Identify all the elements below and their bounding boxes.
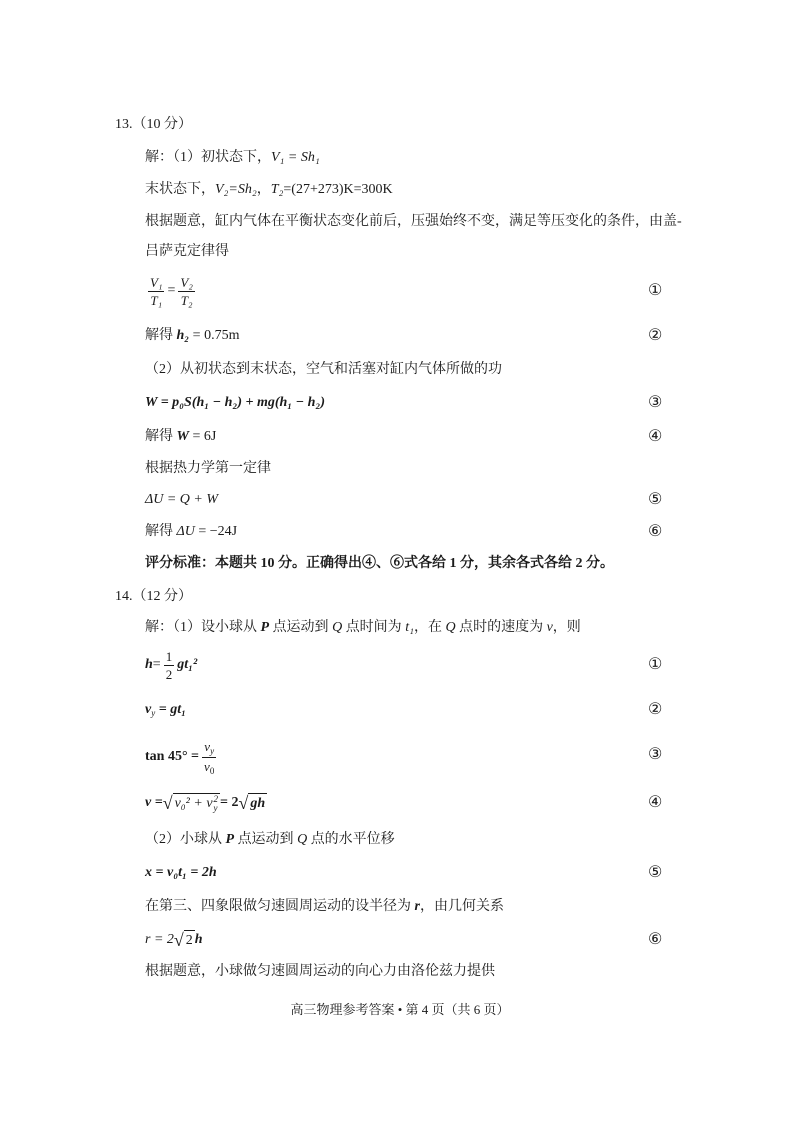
formula-term: = gt₁ (155, 702, 186, 717)
denominator: 2 (165, 666, 173, 682)
equation-number: ① (648, 656, 663, 673)
line-text: 解得 (145, 524, 177, 539)
formula-variable: ΔU (176, 524, 195, 539)
sup-sub (214, 795, 219, 813)
subscript: 0 (209, 765, 215, 776)
fraction (164, 649, 175, 682)
formula-term: r = 2 (145, 932, 174, 947)
equals-sign: = (152, 657, 161, 672)
radicand (173, 793, 220, 813)
point-label: Q (297, 832, 308, 847)
q13-solution-line-2 (145, 180, 393, 200)
formula-variable: v (546, 620, 553, 635)
equation-number: ② (648, 327, 663, 344)
q13-solution-line-1 (145, 148, 320, 168)
q14-equation-2 (145, 700, 186, 720)
formula-variable: v (204, 738, 211, 754)
separator: ， (256, 182, 271, 197)
equation-number: ③ (648, 746, 663, 763)
equation-number: ① (648, 282, 663, 299)
square-root (239, 793, 268, 813)
line-text: 解：（1）初状态下， (145, 150, 271, 165)
formula-term: gt₁² (177, 657, 198, 672)
line-text: （2）小球从 (145, 832, 226, 847)
fraction (178, 275, 194, 308)
line-text: 点运动到 (234, 832, 298, 847)
q14-solution-line-2 (145, 830, 395, 850)
subscript: y (151, 708, 156, 718)
formula-variable: h (194, 932, 203, 947)
line-text: 点运动到 (269, 620, 333, 635)
equation-number: ⑥ (648, 523, 663, 540)
q13-equation-6 (145, 522, 237, 542)
q14-equation-3 (145, 739, 219, 775)
formula: V₂=Sh₂ (215, 182, 257, 197)
formula-variable: W (176, 429, 189, 444)
equation-number: ③ (648, 394, 663, 411)
q13-text-line-3: 根据题意，缸内气体在平衡状态变化前后，压强始终不变，满足等压变化的条件，由盖- (145, 214, 682, 229)
numerator: V₁ (150, 274, 163, 290)
square-root (163, 793, 220, 813)
numerator: 1 (165, 648, 173, 664)
line-text: 解得 (145, 429, 177, 444)
q14-equation-1 (145, 647, 197, 683)
formula-value: = 6J (188, 429, 217, 444)
denominator: T₁ (150, 292, 163, 308)
line-text: 末状态下， (145, 182, 215, 197)
denominator (202, 758, 216, 776)
line-text: 解：（1）设小球从 (145, 620, 261, 635)
radicand: 2 (184, 930, 195, 950)
equation-number: ④ (648, 794, 663, 811)
q13-equation-4 (145, 427, 216, 447)
q13-text-line-4: 吕萨克定律得 (145, 244, 229, 259)
q13-equation-5: ΔU = Q + W (145, 492, 218, 507)
line-text: ，由几何关系 (419, 899, 504, 914)
formula-variable: h (145, 657, 153, 672)
q14-solution-line-3 (145, 897, 504, 917)
formula-value: = 0.75m (189, 328, 240, 343)
equation-number: ⑥ (648, 931, 663, 948)
equation-number: ④ (648, 428, 663, 445)
q13-text-line-5: （2）从初状态到末状态，空气和活塞对缸内气体所做的功 (145, 362, 502, 377)
equation-number: ⑤ (648, 864, 663, 881)
denominator: T₂ (180, 292, 193, 308)
line-text: 在第三、四象限做匀速圆周运动的设半径为 (145, 899, 415, 914)
equation-number: ② (648, 701, 663, 718)
formula-term: = 2 (220, 795, 239, 810)
question-13-heading: 13.（10 分） (115, 117, 192, 132)
line-text: 点时间为 (342, 620, 406, 635)
equals-sign: = (167, 283, 176, 298)
formula-variable: t₁ (405, 620, 414, 635)
q13-equation-3: W = p₀S(h₁ − h₂) + mg(h₁ − h₂) (145, 395, 325, 410)
line-text: 点的水平位移 (307, 832, 395, 847)
q14-solution-line-1 (145, 618, 581, 638)
q13-text-line-6: 根据热力学第一定律 (145, 461, 271, 476)
point-label: Q (332, 620, 343, 635)
formula-variable: v (204, 758, 210, 774)
formula-term: tan 45° = (145, 749, 200, 764)
equation-number: ⑤ (648, 491, 663, 508)
q13-scoring-criteria: 评分标准：本题共 10 分。正确得出④、⑥式各给 1 分，其余各式各给 2 分。 (145, 556, 614, 571)
formula-term: v = (145, 795, 163, 810)
radical-sign: √ (173, 930, 184, 950)
q14-equation-6 (145, 922, 203, 958)
formula-variable: T₂ (270, 182, 284, 197)
q14-text-line-4: 根据题意，小球做匀速圆周运动的向心力由洛伦兹力提供 (145, 964, 495, 979)
radical-sign: √ (162, 793, 173, 814)
formula: V₁ = Sh₁ (271, 150, 320, 165)
formula-variable: v (145, 702, 152, 717)
line-text: 点时的速度为 (455, 620, 547, 635)
q13-equation-2 (145, 326, 239, 346)
formula-value: = −24J (194, 524, 238, 539)
numerator: V₂ (180, 274, 193, 290)
formula-term: v₀² + v (174, 796, 213, 812)
question-14-heading: 14.（12 分） (115, 589, 192, 604)
subscript: y (210, 745, 215, 756)
subscript: y (213, 802, 218, 813)
page-footer: 高三物理参考答案 • 第 4 页（共 6 页） (290, 1002, 510, 1017)
numerator (202, 739, 216, 758)
q14-equation-5: x = v₀t₁ = 2h (145, 865, 217, 880)
formula-value: =(27+273)K=300K (283, 182, 393, 197)
radicand: gh (248, 793, 267, 813)
line-text: ，在 (413, 620, 446, 635)
line-text: ，则 (552, 620, 581, 635)
point-label: P (225, 832, 235, 847)
point-label: Q (445, 620, 456, 635)
fraction (148, 275, 164, 308)
q14-equation-4 (145, 785, 267, 821)
superscript: 2 (213, 793, 219, 804)
formula-variable: h₂ (176, 328, 190, 343)
square-root (174, 930, 195, 950)
q13-equation-1 (145, 273, 198, 309)
point-label: P (260, 620, 270, 635)
fraction (202, 739, 216, 776)
radical-sign: √ (238, 793, 249, 813)
formula-variable: r (414, 899, 420, 914)
line-text: 解得 (145, 328, 177, 343)
